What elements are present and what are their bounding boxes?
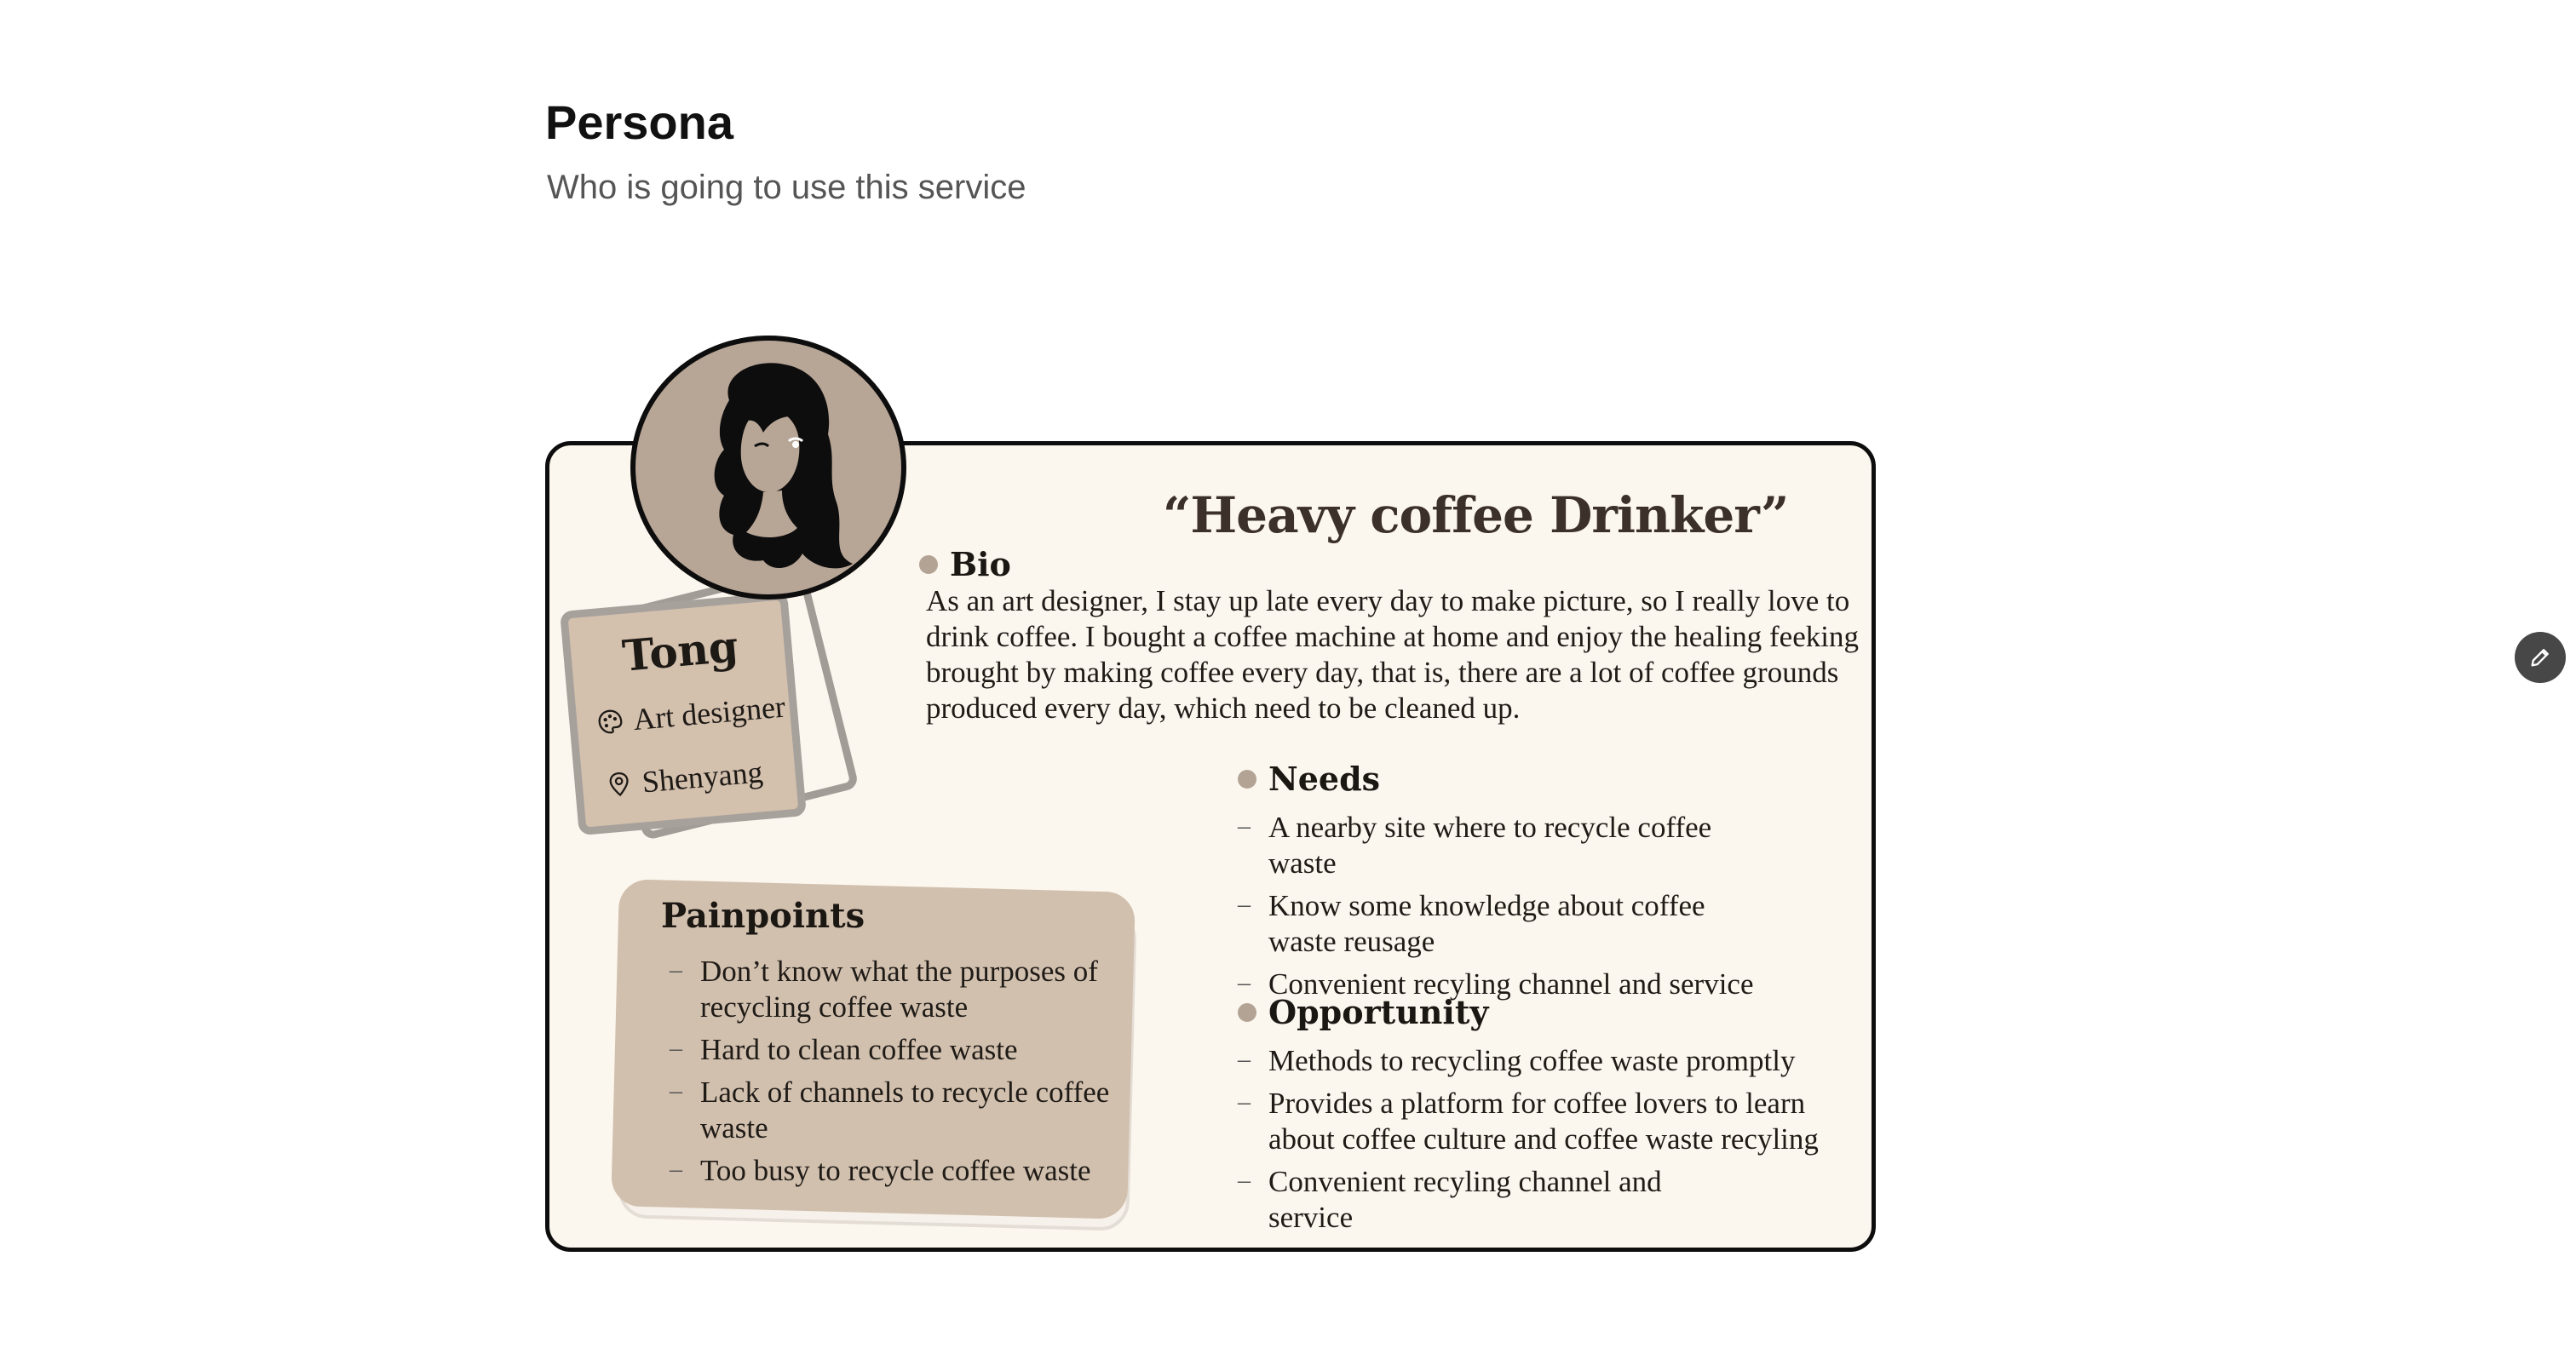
persona-quote: “Heavy coffee Drinker” (1163, 486, 1789, 544)
occupation-row (595, 689, 787, 741)
avatar (630, 336, 906, 600)
needs-list (1238, 810, 1783, 1009)
bullet-dot (1238, 1003, 1256, 1022)
bullet-dot (1238, 770, 1256, 789)
bio-title: Bio (950, 545, 1011, 583)
list-item: – Provides a platform for coffee lovers to learn about coffee culture and coffee waste recyling (1238, 1086, 1851, 1157)
needs-title: Needs (1268, 760, 1381, 798)
list-item: – Don’t know what the purposes of recycling coffee waste (670, 954, 1130, 1025)
avatar-illustration (635, 341, 901, 594)
list-item: – Too busy to recycle coffee waste (670, 1153, 1130, 1189)
list-item: – Know some knowledge about coffee waste reusage (1238, 888, 1745, 960)
list-item: – Convenient recyling channel and service (1238, 967, 1783, 1002)
page-subtitle: Who is going to use this service (547, 169, 1026, 206)
location-row (603, 754, 764, 803)
painpoints-title: Painpoints (661, 896, 865, 936)
list-item: – Hard to clean coffee waste (670, 1032, 1130, 1068)
page-title: Persona (545, 95, 733, 149)
location-text: Shenyang (641, 754, 765, 800)
list-item: – Methods to recycling coffee waste promptly (1238, 1043, 1851, 1079)
location-pin-icon (604, 768, 635, 800)
needs-heading (1238, 757, 1380, 801)
list-item: – Convenient recyling channel and service (1238, 1164, 1711, 1236)
opportunity-title: Opportunity (1268, 993, 1489, 1031)
palette-icon (595, 706, 626, 737)
list-item: – Lack of channels to recycle coffee waste (670, 1075, 1130, 1146)
edit-button[interactable] (2515, 632, 2566, 683)
list-item: – A nearby site where to recycle coffee waste (1238, 810, 1783, 881)
occupation-text: Art designer (631, 689, 787, 737)
opportunity-heading (1238, 990, 1489, 1035)
pencil-icon (2528, 645, 2552, 669)
bio-heading (919, 542, 1011, 587)
persona-name: Tong (620, 621, 741, 681)
bullet-dot (919, 555, 938, 574)
opportunity-list (1238, 1043, 1851, 1242)
id-card (560, 592, 807, 835)
bio-text: As an art designer, I stay up late every day to make picture, so I really love to drink coffee. I bought a coffee machine at home and enjoy the healing feeking brought by making coffee every day, that is, there are a lot of coffee grounds produced every day, which need to be cleaned up. (926, 584, 1859, 725)
painpoints-list (670, 954, 1130, 1196)
